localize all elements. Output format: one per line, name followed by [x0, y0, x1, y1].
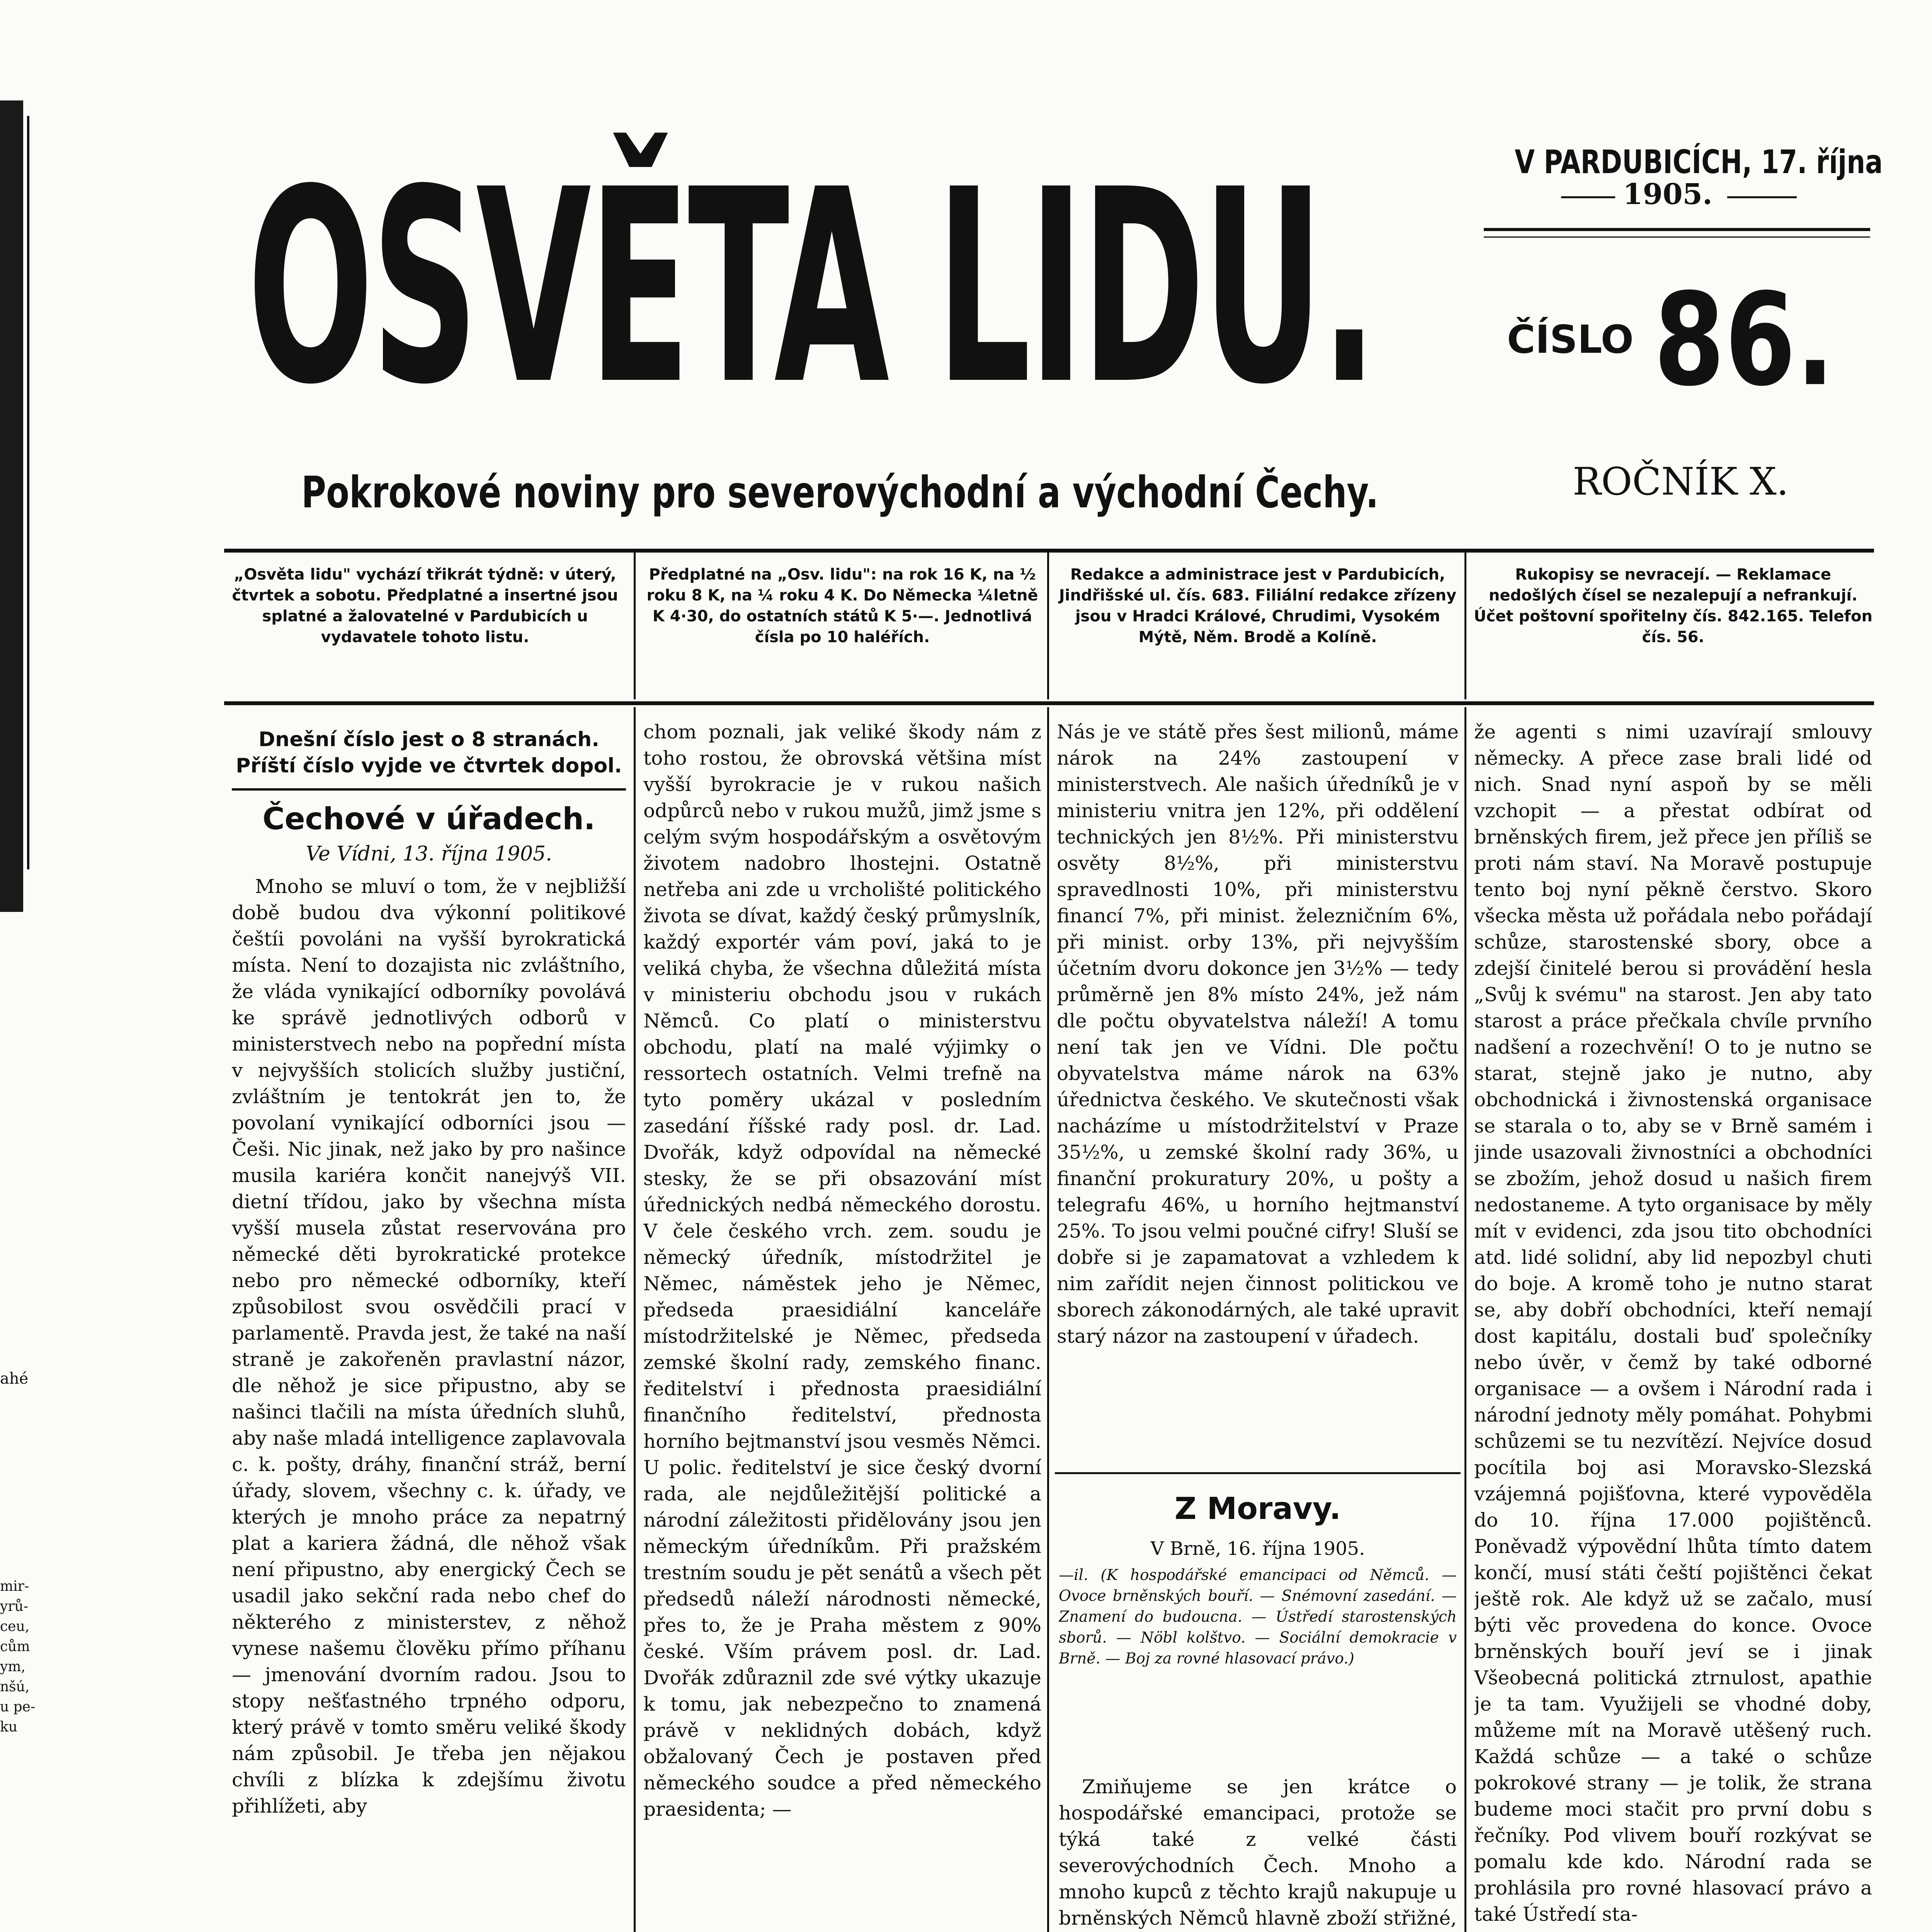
- article-title: Čechové v úřadech.: [262, 802, 595, 837]
- article-dateline: Ve Vídni, 13. října 1905.: [306, 842, 552, 866]
- article-paragraph: Mnoho se mluví o tom, že v nejbližší době budou dva výkonní politikové češtíi povoláni na vyšší byrokratická místa. Není to dozajista nic zvláštního, že vláda vynikající odborníky povolává ke správě jednotlivých odborů v ministerstvech nebo na popřední místa v nejvyšších stolicích služby justiční, zvláštním je tentokrát jen to, že povolaní vynikající odborníci jsou — Češi. Nic jinak, než jako by pro našince musila kariéra končit nanejvýš VII. dietní třídou, jako by všechna místa vyšší musela zůstat reservována pro německé děti byrokratické protekce nebo pro německé odborníky, kteří způsobilost svou osvědčili prací v parlamentě. Pravda jest, že také na naší straně je zakořeněn pravlastní názor, dle něhož je sice připustno, aby se našinci tlačili na místa úředních sluhů, aby naše mladá intelligence zaplavovala c. k. pošty, dráhy, finanční stráž, berní úřady, slovem, všechny c. k. úřady, ve kterých je mnoho práce za nepatrný plat a kariera žádná, dle něhož však není připustno, aby energický Čech se usadil jako sekční rada nebo chef do některého z ministerstev, z něhož vynese našemu člověku přímo příhanu — jmenování dvorním radou. Jsou to stopy nešťastného trpného odporu, který právě v tomto směru veliké škody nám způsobil. Je třeba jen nějakou chvíli z blízka k zdejšímu životu přihlížeti, aby: [232, 875, 626, 1817]
- header-rule: [1484, 228, 1870, 231]
- info-box-subscription: Předplatné na „Osv. lidu": na rok 16 K, na ½ roku 8 K, na ¼ roku 4 K. Do Německa ¼letně K 4·30, do ostatních států K 5·—. Jednotlivá čísla po 10 haléřích.: [646, 566, 1038, 646]
- notice: [228, 726, 630, 779]
- notice-line: Příští číslo vyjde ve čtvrtek dopol.: [236, 754, 622, 777]
- year-rule-left: [1561, 196, 1615, 198]
- article-title: Z Moravy.: [1174, 1492, 1341, 1526]
- year-rule-right: [1727, 196, 1797, 198]
- column-rule: [1464, 707, 1466, 1932]
- place-date: V PARDUBICÍCH, 17. října: [1515, 143, 1883, 181]
- column-rule: [634, 707, 636, 1932]
- column-rule: [1047, 707, 1049, 1932]
- article-paragraph: —il. (K hospodářské emancipaci od Němců. — Ovoce brněnských bouří. — Snémovní zasedání. — Znamení do budoucna. — Ústředí starostenských sborů. — Nöbl kolštvo. — Sociální demokracie v Brně. — Boj za rovné hlasovací právo.): [1059, 1566, 1457, 1667]
- left-strip-text: mir- yrů- ceu, cům ym, nšú, u pe- ku: [0, 1578, 36, 1735]
- masthead-subtitle: Pokrokové noviny pro severovýchodní a východní Čechy.: [301, 468, 1379, 518]
- info-box-publication: „Osvěta lidu" vychází třikrát týdně: v úterý, čtvrtek a sobotu. Předplatné a insertné jsou splatné a žalovatelné v Pardubicích u vydavatele tohoto listu.: [232, 566, 618, 646]
- info-bottom-rule: [224, 701, 1874, 705]
- year: 1905.: [1623, 178, 1713, 211]
- column-rule: [1464, 553, 1466, 699]
- info-box-manuscripts: Rukopisy se nevracejí. — Reklamace nedošlých čísel se nezalepují a nefrankují. Účet poštovní spořitelny čís. 842.165. Telefon čís. 56.: [1474, 566, 1872, 646]
- issue-number: 86.: [1654, 266, 1835, 414]
- column-rule: [1047, 553, 1049, 699]
- volume: ROČNÍK X.: [1573, 460, 1789, 504]
- article-column: [643, 719, 1041, 1932]
- article-column: [1057, 719, 1459, 1464]
- article-paragraph: že agenti s nimi uzavírají smlouvy německy. A přece zase brali lidé od nich. Snad nyní aspoň by se měli vzchopit — a přestat odbírat od brněnských firem, jež přece jen příliš se proti nám staví. Na Moravě postupuje tento boj nyní pěkně čerstvo. Skoro všecka města už pořádala nebo pořádají schůze, starostenské sbory, obce a zdejší činitelé berou si provádění hesla „Svůj k svému" na starost. Jen aby tato starost a práce přečkala chvíle prvního nadšení a rozechvění! O to je nutno se starat, stejně jako je nutno, aby obchodnická i živnostenská organisace se starala o to, aby se v Brně samém i jinde usazovali živnostníci a obchodníci se zbožím, jehož dosud u našich firem nedostaneme. A tyto organisace by měly mít v evidenci, zda jsou tito obchodníci atd. lidé solidní, aby lid nepozbyl chuti do boje. A kromě toho je nutno starat se, aby dobří obchodníci, kteří nemají dost kapitálu, dostali buď společníky nebo úvěr, v čemž by také odborné organisace — a ovšem i Národní rada i národní jednoty měly pomáhat. Pohybmi schůzemi se tu nezvítězí. Nejvíce dosud pocítila boj asi Moravsko-Slezská vzájemná pojišťovna, které vypověděla do 10. října 17.000 pojištěnců. Poněvadž výpovědní lhůta tímto datem končí, musí státi čeští pojištěnci čekat ještě rok. Ale když už se začalo, musí býti věc provedena do konce. Ovoce brněnských bouří jeví se i jinak Všeobecná politická ztrnulost, apathie je ta tam. Využijeli se vhodné doby, můžeme mít na Moravě utěšený ruch. Každá schůze — a také o schůze pokrokové strany — je tolik, že strana budeme moci stačit pro první dobu s řečníky. Pod vlivem bouří rozkývat se pomalu kde kdo. Národní rada se prohlásila pro rovné hlasovací právo a také Ústředí sta-: [1474, 721, 1872, 1925]
- masthead-title: OSVĚTA LIDU.: [247, 133, 1375, 443]
- info-box-editorial: Redakce a administrace jest v Pardubicích, Jindřišské ul. čís. 683. Filiální redakce zřízeny jsou v Hradci Králové, Chrudimi, Vysokém Mýtě, Něm. Brodě a Kolíně.: [1059, 566, 1457, 646]
- article-dateline: V Brně, 16. října 1905.: [1150, 1538, 1365, 1560]
- issue-label: ČÍSLO: [1507, 317, 1634, 362]
- notice-rule: [232, 788, 626, 791]
- article-paragraph: chom poznali, jak veliké škody nám z toho rostou, že obrovská většina míst vyšší byrokracie je v rukou našich odpůrců nebo v rukou mužů, jimž jsme s celým svým hospodářským a osvětovým životem nadobro lhostejni. Ostatně netřeba ani zde u vrcholišté politického života se dívat, každý český průmyslník, každý exportér vám poví, jaká to je veliká chyba, že všechna důležitá místa v ministeriu obchodu jsou v rukách Němců. Co platí o ministerstvu obchodu, platí na malé výjimky o ressortech ostatních. Velmi trefně na tyto poměry ukázal v posledním zasedání říšské rady posl. dr. Lad. Dvořák, když odpovídal na německé stesky, že se při obsazování míst úřednických nedbá německého dorostu. V čele českého vrch. zem. soudu je německý úředník, místodržitel je Němec, náměstek jeho je Němec, předseda praesidiální kanceláře místodržitelské je Němec, předseda zemské školní rady, zemského financ. ředitelství i přednosta praesidiální finančního ředitelství, přednosta horního bejtmanství jsou vesměs Němci. U polic. ředitelství je sice český dvorní rada, ale nejdůležitější politické a národní záležitosti přidělovány jsou jen německým úředníkům. Při pražském trestním soudu je pět senátů a všech pět předsedů náleží národnosti německé, přes to, že je Praha městem z 90% české. Vším právem posl. dr. Lad. Dvořák zdůraznil zde své výtky ukazuje k tomu, jak nebezpečno to znamená právě v neklidných dobách, když obžalovaný Čech je postaven před německého soudce a před německého praesidenta; —: [643, 721, 1041, 1820]
- article-summary: [1059, 1565, 1457, 1770]
- left-ornament-frame: [27, 116, 43, 869]
- left-strip-text: ahé: [0, 1370, 29, 1388]
- article-column: [1474, 719, 1872, 1932]
- article-paragraph: Zmiňujeme se jen krátce o hospodářské emancipaci, protože se týká také z velké části severovýchodních Čech. Mnoho a mnoho kupců z těchto krajů nakupuje u brněnských Němců hlavně zboží střižné,: [1059, 1776, 1457, 1929]
- left-edge-strip: [0, 0, 43, 1932]
- article-paragraph: Nás je ve státě přes šest milionů, máme nárok na 24% zastoupení v ministerstvech. Ale našich úředníků je v ministeriu vnitra jen 12%, při oddělení technických jen 8½%. Při ministerstvu osvěty 8½%, při ministerstvu spravedlnosti 10%, při ministerstvu financí 7%, při minist. železničním 6%, při minist. orby 13%, při nejvyšším účetním dvoru dokonce jen 3½% — tedy průměrně jen 8% místo 24%, jež nám dle počtu obyvatelstva náleží! A tomu není tak jen ve Vídni. Dle počtu obyvatelstva máme nárok na 63% úřednictva českého. Ve skutečnosti však nacházíme u místodržitelství v Praze 35½%, u zemské školní rady 36%, u finanční prokuratury 20%, u pošty a telegrafu 46%, u horního hejtmanství 25%. To jsou velmi poučné cifry! Sluší se dobře si je zapamatovat a vzhledem k nim zařídit nejen činnost politickou ve sborech zákonodárných, ale také upravit starý názor na zastoupení v úřadech.: [1057, 721, 1459, 1347]
- column-rule: [634, 553, 636, 699]
- section-rule: [1055, 1472, 1461, 1474]
- notice-line: Dnešní číslo jest o 8 stranách.: [259, 728, 599, 751]
- header-rule-thin: [1484, 236, 1870, 238]
- left-ornament-bar: [0, 100, 23, 912]
- top-rule: [224, 549, 1874, 553]
- article-column: [232, 873, 626, 1932]
- article-column: [1059, 1774, 1457, 1932]
